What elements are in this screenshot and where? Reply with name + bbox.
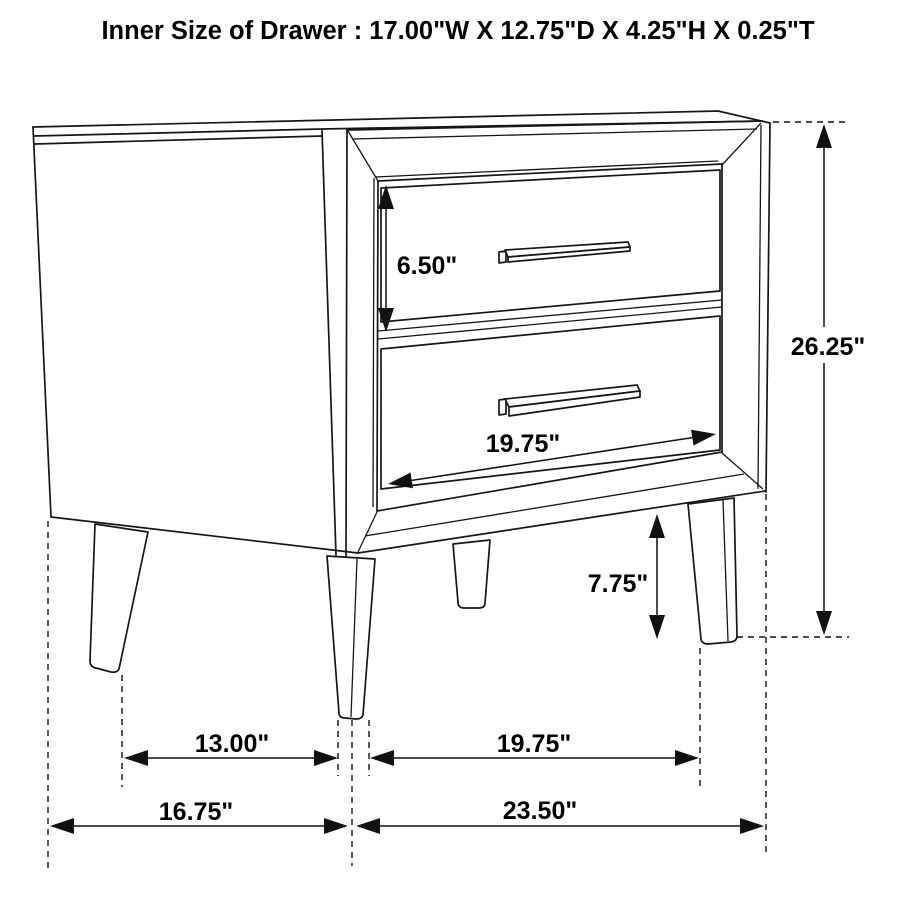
dim-leg-spacing-width [370, 730, 699, 766]
leg-rear-left [90, 524, 148, 672]
dim-label-overall-width: 23.50" [502, 797, 578, 825]
leg-front-left [327, 556, 375, 719]
dim-overall-height [786, 124, 870, 635]
drawer-top [381, 170, 720, 322]
drawing-title: Inner Size of Drawer : 17.00"W X 12.75"D X 4.25"H X 0.25"T [101, 17, 815, 45]
side-panel [33, 127, 358, 556]
leg-rear-right [453, 540, 490, 608]
leg-front-right [688, 498, 737, 644]
dim-label-leg-spacing-width: 19.75" [496, 730, 572, 758]
dim-label-overall-height: 26.25" [790, 333, 866, 361]
dim-label-leg-height: 7.75" [587, 570, 649, 598]
dim-label-overall-depth: 16.75" [158, 798, 234, 826]
dim-leg-height [588, 514, 665, 639]
dim-label-drawer-face-height: 6.50" [396, 252, 458, 280]
legs [90, 498, 737, 719]
dim-overall-width [356, 797, 764, 834]
dim-label-drawer-front-width: 19.75" [485, 430, 561, 458]
dim-label-leg-spacing-depth: 13.00" [194, 730, 270, 758]
dim-leg-spacing-depth [124, 730, 338, 766]
drawer-bottom [381, 316, 720, 489]
dim-overall-depth [50, 798, 348, 834]
